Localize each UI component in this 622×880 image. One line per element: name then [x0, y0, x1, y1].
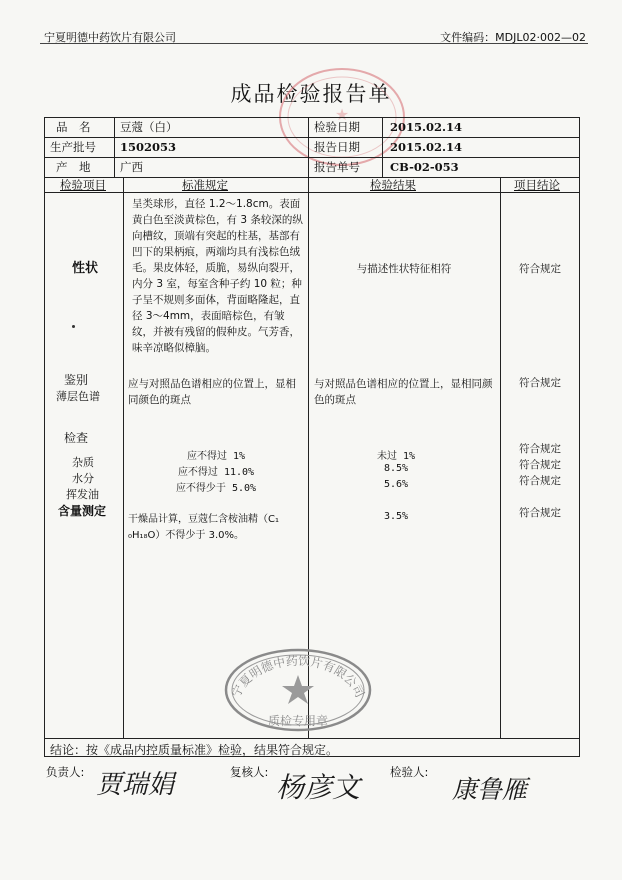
appearance-conclusion: 符合规定: [519, 263, 561, 275]
report-no-value: CB-02-053: [390, 160, 459, 174]
check-standard-impurity: 应不得过 1%: [186, 451, 246, 462]
appearance-item: 性状: [72, 261, 99, 276]
reviewer-signature: 杨彦文: [276, 771, 361, 804]
check-conclusion-moisture: 符合规定: [519, 459, 561, 471]
inspect-date-label: 检验日期: [314, 120, 360, 134]
origin-label: 产 地: [56, 160, 91, 174]
check-sub-volatile-oil: 挥发油: [66, 488, 99, 501]
batch-label: 生产批号: [50, 140, 96, 154]
assay-standard-line1: 干燥品计算，豆蔻仁含桉油精（C₁: [128, 514, 279, 525]
inspector-label: 检验人:: [390, 765, 429, 779]
assay-result: 3.5%: [383, 511, 409, 522]
appearance-standard: 呈类球形，直径 1.2～1.8cm。表面黄白色至淡黄棕色，有 3 条较深的纵向槽纹，顶端有突起的柱基，基部有凹下的果柄痕，两端均具有浅棕色绒毛。果皮体轻，质脆，易纵向裂开，内分 3 室，每室含种子约 10 粒；种子呈不规则多面体，背面略隆起，直径 3～4mm，表面暗棕色，有皱纹，并被有残留的假种皮。气芳香，味辛凉略似樟脑。: [132, 198, 303, 354]
appearance-result: 与描述性状特征相符: [356, 263, 452, 275]
check-conclusion-volatile-oil: 符合规定: [519, 475, 561, 487]
assay-conclusion: 符合规定: [519, 507, 561, 519]
inspect-date-value: 2015.02.14: [390, 120, 463, 134]
identification-standard: 应与对照品色谱相应的位置上，显相同颜色的斑点: [128, 378, 296, 406]
report-date-label: 报告日期: [314, 140, 360, 154]
check-result-impurity: 未过 1%: [376, 451, 416, 462]
responsible-label: 负责人:: [46, 765, 85, 779]
check-standard-moisture: 应不得过 11.0%: [177, 467, 255, 478]
identification-conclusion: 符合规定: [519, 377, 561, 389]
check-sub-impurity: 杂质: [72, 456, 94, 469]
col-header-result: 检验结果: [370, 178, 416, 192]
check-conclusion-impurity: 符合规定: [519, 443, 561, 455]
quality-control-stamp: [218, 645, 378, 735]
stamp-ring-text: 宁夏明德中药饮片有限公司: [228, 653, 368, 700]
product-label: 品 名: [56, 120, 91, 134]
stamp-center-text: 质检专用章: [267, 714, 329, 728]
responsible-signature: 贾瑞娟: [96, 770, 175, 800]
document-code: 文件编码：MDJL02·002—02: [440, 31, 586, 44]
identification-result: 与对照品色谱相应的位置上，显相同颜色的斑点: [314, 378, 493, 406]
check-item: 检查: [64, 431, 89, 445]
header-divider: [40, 43, 588, 44]
bullet-dot: [72, 325, 75, 328]
svg-text:★: ★: [334, 105, 350, 124]
check-result-volatile-oil: 5.6%: [383, 479, 409, 490]
report-title: 成品检验报告单: [230, 82, 392, 106]
reviewer-label: 复核人:: [230, 765, 269, 779]
check-result-moisture: 8.5%: [383, 463, 409, 474]
batch-value: 1502053: [120, 140, 177, 154]
check-sub-moisture: 水分: [72, 472, 94, 485]
identification-sub: 薄层色谱: [56, 390, 100, 403]
report-no-label: 报告单号: [314, 160, 360, 174]
origin-value: 广西: [120, 160, 143, 174]
col-header-standard: 标准规定: [182, 178, 228, 192]
conclusion-text: 结论：按《成品内控质量标准》检验，结果符合规定。: [50, 743, 339, 757]
company-name: 宁夏明德中药饮片有限公司: [44, 31, 176, 44]
col-header-item: 检验项目: [60, 178, 106, 192]
identification-item: 鉴别: [64, 373, 89, 387]
col-header-conclusion: 项目结论: [514, 178, 560, 192]
inspector-signature: 康鲁雁: [452, 775, 528, 804]
assay-standard-line2: ₀H₁₈O）不得少于 3.0%。: [128, 530, 245, 541]
assay-item: 含量测定: [58, 504, 107, 518]
report-date-value: 2015.02.14: [390, 140, 463, 154]
product-value: 豆蔻（白）: [120, 120, 178, 134]
check-standard-volatile-oil: 应不得少于 5.0%: [175, 483, 257, 494]
